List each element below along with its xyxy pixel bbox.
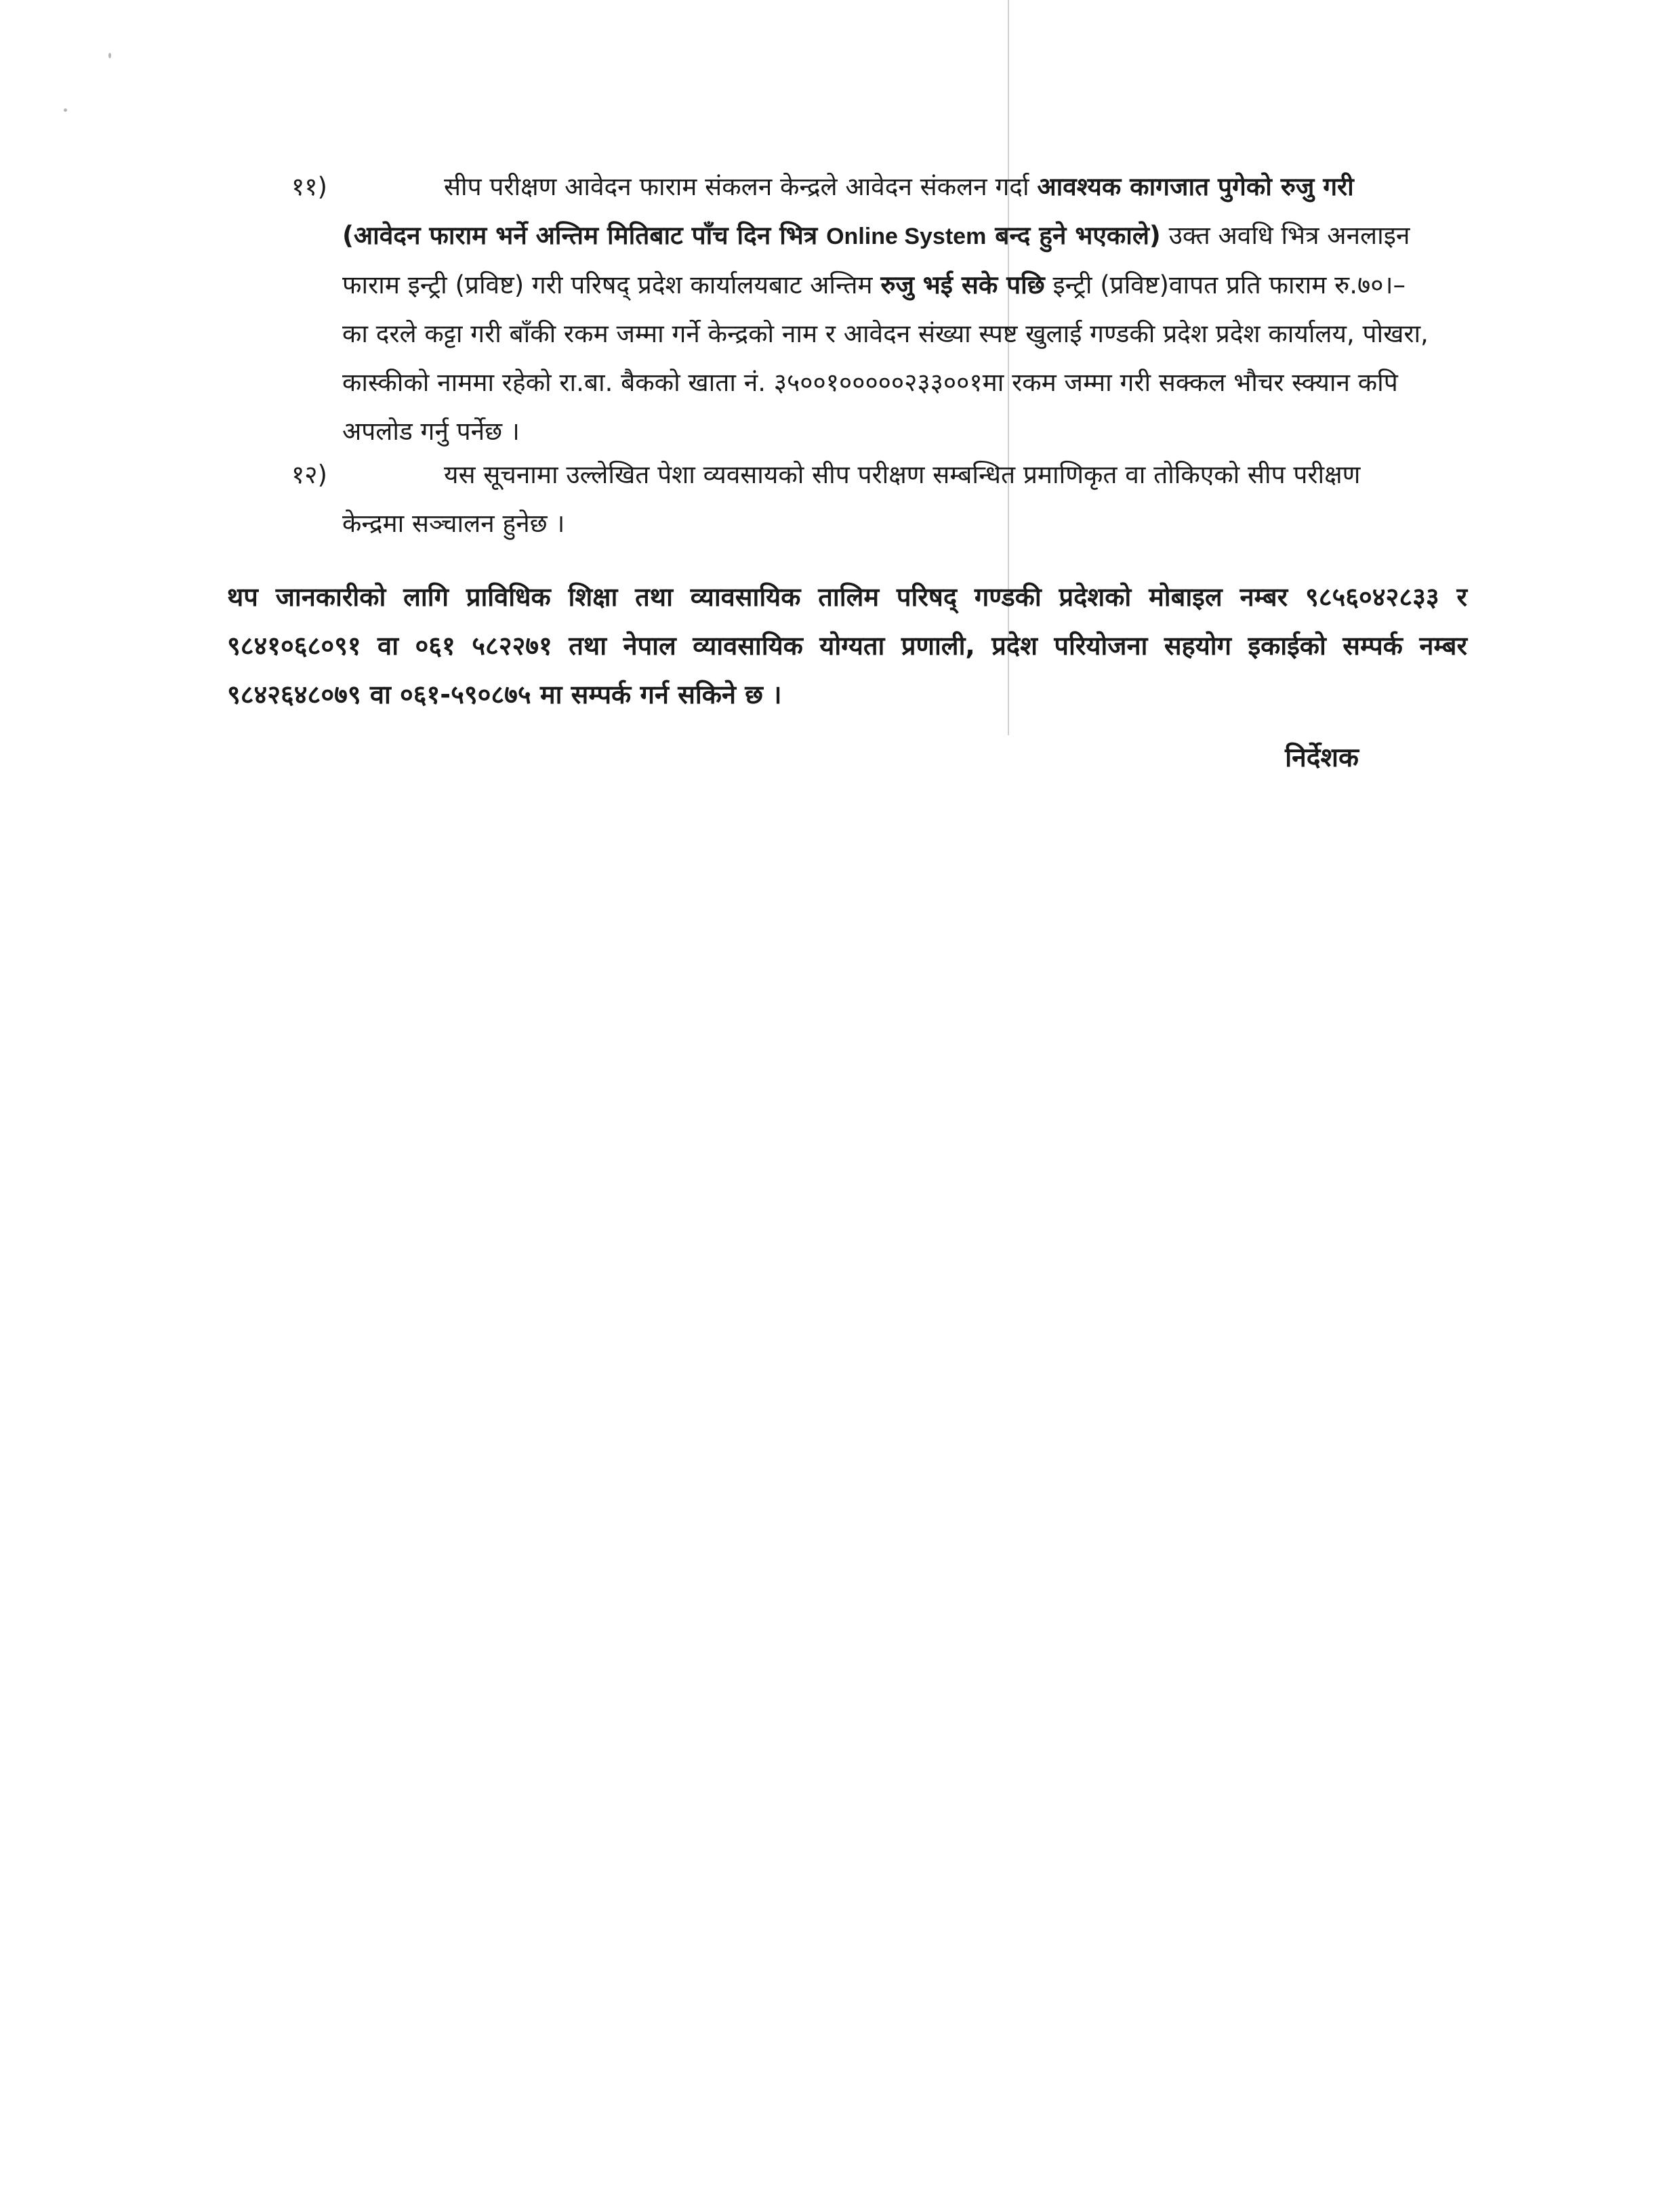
item-number: १२): [291, 460, 327, 489]
item-text: [342, 163, 1430, 456]
scan-speck: [64, 108, 67, 112]
item-number: ११): [291, 172, 327, 201]
item-bold-latin: Online System: [826, 224, 987, 249]
scan-speck: [108, 53, 111, 58]
contact-info-paragraph: थप जानकारीको लागि प्राविधिक शिक्षा तथा व्यावसायिक तालिम परिषद् गण्डकी प्रदेशको मोबाइल नम्बर ९८५६०४२८३३ र ९८४१०६८०९१ वा ०६१ ५८२२७१ तथा नेपाल व्यावसायिक योग्यता प्रणाली, प्रदेश परियोजना सहयोग इकाईको सम्पर्क नम्बर ९८४२६४८०७९ वा ०६१-५९०८७५ मा सम्पर्क गर्न सकिने छ ।: [227, 582, 1467, 709]
item-bold-part: रुजु भई सके पछि: [880, 270, 1045, 300]
notice-item-11: [291, 163, 1430, 456]
item-bold-part: आवश्यक कागजात पुगेको रुजु गरी (आवेदन फाराम भर्ने अन्तिम मितिबाट पाँच दिन भित्र: [342, 172, 1354, 250]
item-text: यस सूचनामा उल्लेखित पेशा व्यवसायको सीप परीक्षण सम्बन्धित प्रमाणिकृत वा तोकिएको सीप परीक्षण केन्द्रमा सञ्चालन हुनेछ ।: [342, 460, 1361, 538]
item-bold-part: बन्द हुने भएकाले): [986, 221, 1161, 250]
item-text-part: इन्ट्री (प्रविष्ट)वापत प्रति फाराम रु.७०।– का दरले कट्टा गरी बाँकी रकम जम्मा गर्ने केन्द्रको नाम र आवेदन संख्या स्पष्ट खुलाई गण्डकी प्रदेश प्रदेश कार्यालय, पोखरा, कास्कीको नाममा रहेको रा.बा. बैकको खाता नं. ३५००१०००००२३३००१मा रकम जम्मा गरी सक्कल भौचर स्क्यान कपि अपलोड गर्नु पर्नेछ ।: [342, 270, 1429, 446]
item-text-part: सीप परीक्षण आवेदन फाराम संकलन केन्द्रले आवेदन संकलन गर्दा: [444, 172, 1038, 201]
notice-item-12: [291, 451, 1430, 548]
signature-title: निर्देशक: [1285, 743, 1359, 773]
item-text-part: उक्त अवधि भित्र अनलाइन फाराम इन्ट्री (प्रविष्ट) गरी परिषद् प्रदेश कार्यालयबाट अन्तिम: [342, 221, 1410, 300]
